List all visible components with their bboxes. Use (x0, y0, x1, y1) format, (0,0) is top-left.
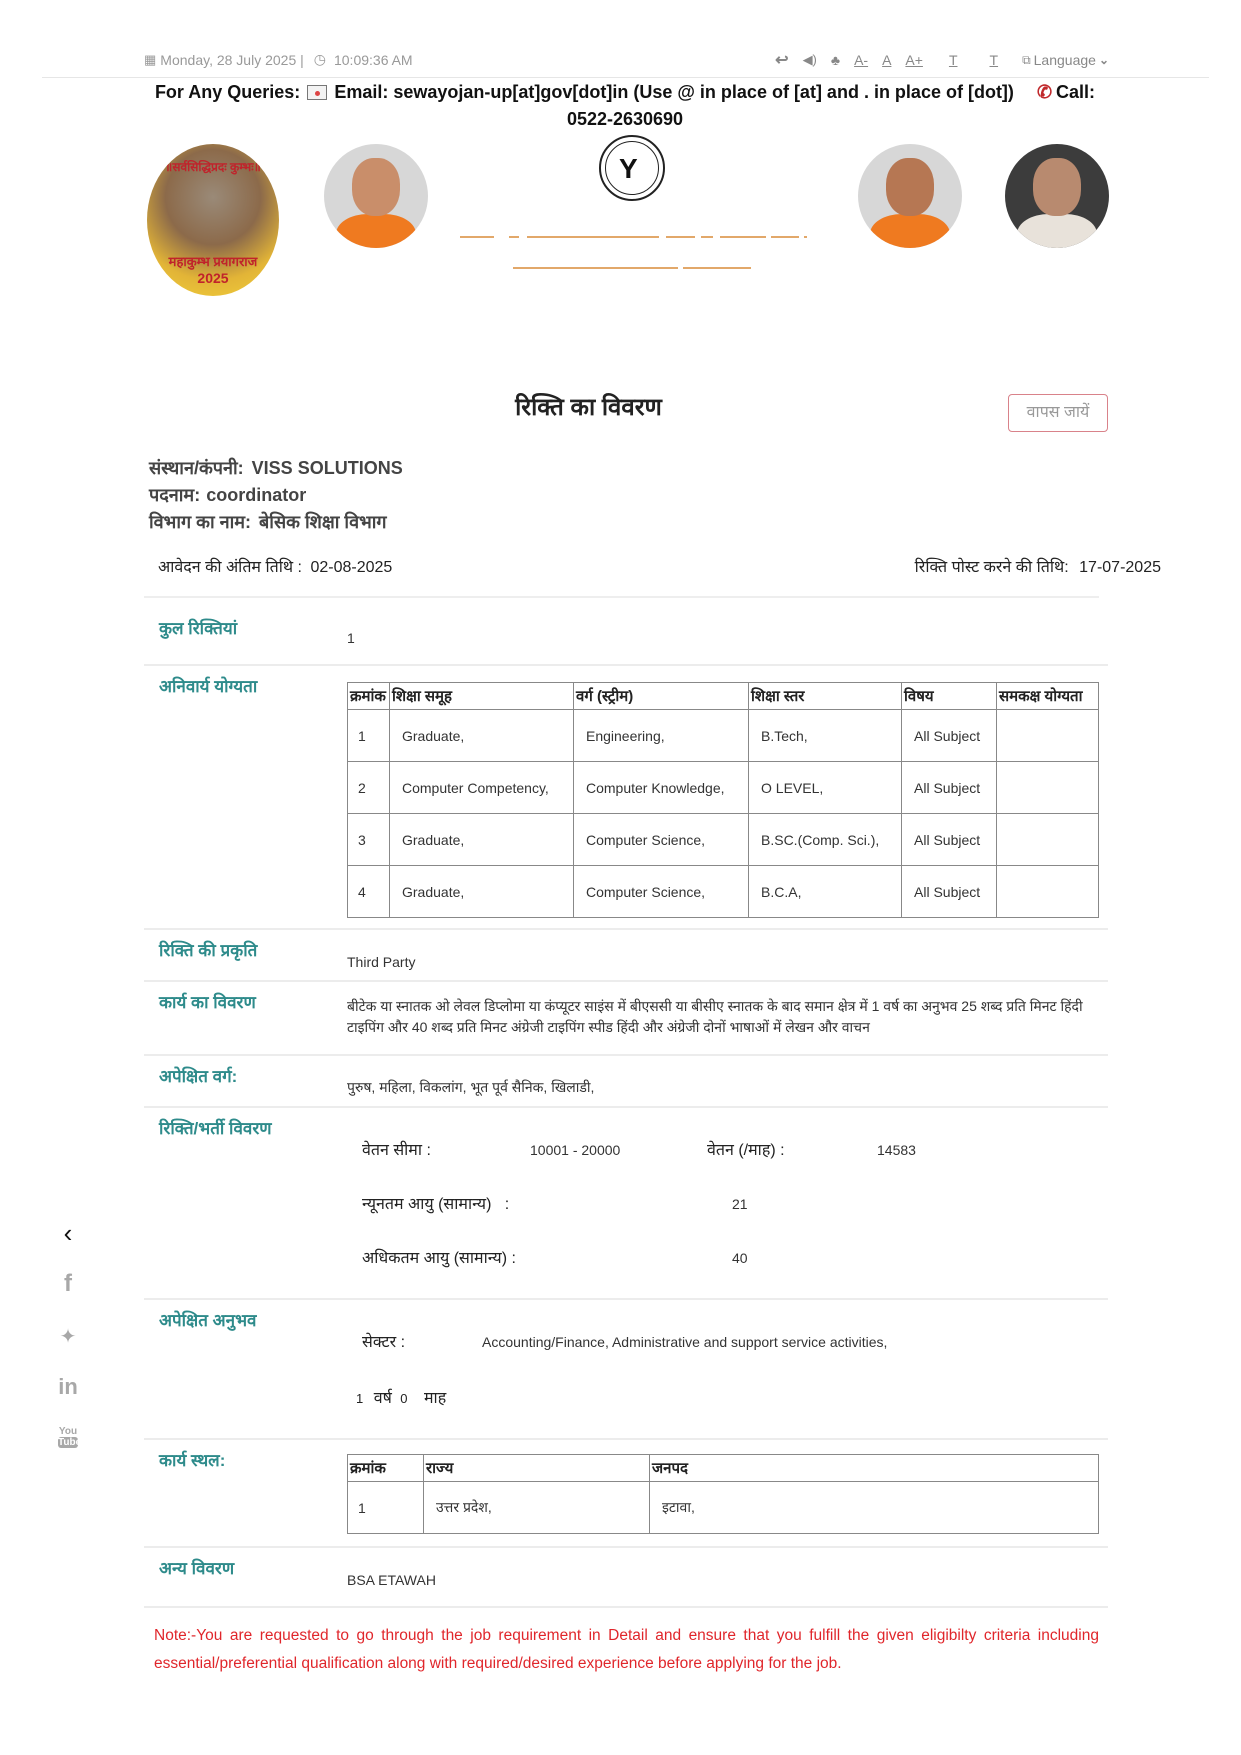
collapse-sidebar-button[interactable]: ‹ (63, 1218, 73, 1248)
posted-date-value: 17-07-2025 (1079, 559, 1161, 576)
col-subject: विषय (902, 683, 997, 710)
experience-years: 1 (356, 1391, 364, 1406)
table-header-row (348, 683, 1099, 710)
translate-icon: ⧉ (1022, 52, 1031, 67)
header-title-placeholder (720, 236, 766, 238)
section-job-description (144, 980, 1108, 1054)
years-label: वर्ष (373, 1390, 392, 1407)
photo-body (336, 214, 416, 248)
col-stream: वर्ग (स्ट्रीम) (574, 683, 749, 710)
back-icon[interactable]: ↩ (775, 52, 789, 69)
facebook-icon[interactable]: f (64, 1270, 72, 1297)
chief-minister-photo (324, 144, 428, 248)
section-label: अन्य विवरण (159, 1559, 235, 1578)
section-recruitment-details (144, 1106, 1108, 1298)
col-serial: क्रमांक (348, 1455, 424, 1482)
organization-info (149, 455, 403, 536)
linkedin-icon[interactable]: in (58, 1374, 78, 1399)
twitter-icon[interactable]: ✦ (59, 1326, 77, 1348)
cell: इटावा, (650, 1482, 1099, 1534)
youtube-bottom-text: Tube (58, 1437, 82, 1448)
table-row (348, 814, 1099, 866)
cell: Computer Competency, (390, 762, 574, 814)
col-district: जनपद (650, 1455, 1099, 1482)
cell: 1 (348, 710, 390, 762)
table-row (348, 1482, 1099, 1534)
header-title-placeholder (509, 236, 519, 238)
cell: Engineering, (574, 710, 749, 762)
cell: Computer Science, (574, 814, 749, 866)
cell: 2 (348, 762, 390, 814)
section-label: रिक्ति/भर्ती विवरण (159, 1119, 272, 1138)
page-title-text: रिक्ति का विवरण (515, 394, 662, 421)
language-dropdown[interactable] (1022, 52, 1109, 68)
other-details-value: BSA ETAWAH (347, 1572, 436, 1588)
call-label: Call: (1056, 82, 1096, 102)
department-value: बेसिक शिक्षा विभाग (259, 512, 387, 532)
table-row (348, 866, 1099, 918)
cell: Computer Knowledge, (574, 762, 749, 814)
photo-face (1033, 158, 1081, 216)
section-label: कुल रिक्तियां (159, 619, 238, 638)
kumbh-year: 2025 (197, 270, 229, 286)
contact-info (140, 79, 1110, 133)
cell: All Subject (902, 866, 997, 918)
phone-number: 0522-2630690 (566, 109, 684, 129)
mail-icon (307, 85, 327, 100)
cell: All Subject (902, 762, 997, 814)
cell: Computer Science, (574, 866, 749, 918)
col-serial: क्रमांक (348, 683, 390, 710)
theme-light-button[interactable]: T (948, 52, 958, 68)
section-label: कार्य स्थल: (159, 1451, 226, 1470)
cell: B.C.A, (749, 866, 902, 918)
language-label: Language (1033, 52, 1096, 68)
designation-label: पदनाम: (149, 485, 201, 505)
sitemap-icon[interactable]: ♣ (830, 52, 841, 68)
header-title-placeholder (804, 236, 807, 238)
youtube-icon[interactable] (52, 1426, 84, 1448)
cell: O LEVEL, (749, 762, 902, 814)
cell: उत्तर प्रदेश, (424, 1482, 650, 1534)
kumbh-title: महाकुम्भ प्रयागराज (168, 254, 258, 269)
current-date: Monday, 28 July 2025 | (160, 51, 304, 68)
cell: B.SC.(Comp. Sci.), (749, 814, 902, 866)
date-time (144, 51, 413, 68)
queries-label: For Any Queries: (154, 82, 301, 102)
posted-date-label: रिक्ति पोस्ट करने की तिथि: (914, 559, 1069, 576)
experience-duration (356, 1386, 446, 1408)
cell: 4 (348, 866, 390, 918)
sector-label: सेक्टर : (362, 1334, 406, 1351)
section-work-location (144, 1438, 1108, 1546)
salary-range-label: वेतन सीमा : (362, 1142, 431, 1159)
posted-date (915, 555, 1161, 577)
section-expected-category (144, 1054, 1108, 1106)
col-education-group: शिक्षा समूह (390, 683, 574, 710)
last-date-value: 02-08-2025 (310, 559, 393, 576)
section-label: अपेक्षित अनुभव (159, 1311, 257, 1330)
minister-photo (858, 144, 962, 248)
font-normal-button[interactable]: A (882, 52, 892, 68)
mahakumbh-logo (147, 144, 279, 296)
cell: 1 (348, 1482, 424, 1534)
up-government-emblem (599, 135, 665, 201)
col-state: राज्य (424, 1455, 650, 1482)
section-qualification (144, 664, 1108, 928)
table-row (348, 762, 1099, 814)
company-label: संस्थान/कंपनी: (149, 458, 244, 478)
col-equivalent: समकक्ष योग्यता (997, 683, 1099, 710)
cell: Graduate, (390, 710, 574, 762)
max-age-label: अधिकतम आयु (सामान्य) : (362, 1250, 516, 1267)
designation-value: coordinator (206, 485, 307, 505)
photo-body (1017, 214, 1097, 248)
salary-range-value: 10001 - 20000 (530, 1142, 621, 1158)
clock-icon: ◷ (313, 51, 326, 67)
location-table (347, 1454, 1099, 1534)
category-value: पुरुष, महिला, विकलांग, भूत पूर्व सैनिक, खिलाडी, (347, 1079, 595, 1095)
min-age-value: 21 (732, 1196, 748, 1212)
table-header-row (348, 1455, 1099, 1482)
cell (997, 866, 1099, 918)
salary-month-value: 14583 (877, 1142, 916, 1158)
minister-photo-2 (1005, 144, 1109, 248)
photo-face (352, 158, 400, 216)
font-decrease-button[interactable]: A- (854, 52, 869, 68)
top-bar (42, 44, 1209, 78)
cell: B.Tech, (749, 710, 902, 762)
header-title-placeholder (527, 236, 659, 238)
section-label: अपेक्षित वर्ग: (159, 1067, 238, 1086)
cell: Graduate, (390, 814, 574, 866)
col-education-level: शिक्षा स्तर (749, 683, 902, 710)
section-label: रिक्ति की प्रकृति (159, 941, 258, 960)
cell (997, 762, 1099, 814)
cell: Graduate, (390, 866, 574, 918)
cell (997, 814, 1099, 866)
emblem-symbol: Y (619, 153, 638, 184)
experience-months: 0 (400, 1391, 408, 1406)
email-text: Email: sewayojan-up[at]gov[dot]in (Use @ in place of [at] and . in place of [dot]) (334, 82, 1014, 102)
back-button[interactable]: वापस जायें (1008, 394, 1108, 432)
job-description-value: बीटेक या स्नातक ओ लेवल डिप्लोमा या कंप्यूटर साइंस में बीएससी या बीसीए स्नातक के बाद समान क्षेत्र में 1 वर्ष का अनुभव 25 शब्द प्रति मिनट हिंदी टाइपिंग और 40 शब्द प्रति मिनट अंग्रेजी टाइपिंग स्पीड हिंदी और अंग्रेजी दोनों भाषाओं में लेखन और वाचन (347, 998, 1083, 1035)
table-row (348, 710, 1099, 762)
youtube-top-text: You (58, 1426, 78, 1437)
qualification-table (347, 682, 1099, 918)
last-date-label: आवेदन की अंतिम तिथि : (158, 559, 302, 576)
chevron-down-icon: ⌄ (1098, 53, 1109, 67)
cell: All Subject (902, 814, 997, 866)
vacancy-nature-value: Third Party (347, 954, 416, 970)
salary-month-label: वेतन (/माह) : (707, 1142, 785, 1159)
max-age-value: 40 (732, 1250, 748, 1266)
cell: 3 (348, 814, 390, 866)
section-total-vacancies (144, 596, 1108, 664)
section-label: कार्य का विवरण (159, 993, 256, 1012)
cell: All Subject (902, 710, 997, 762)
header-title-placeholder (460, 236, 494, 238)
font-increase-button[interactable]: A+ (905, 52, 923, 68)
accessibility-toolbar (775, 50, 1109, 70)
photo-face (886, 158, 934, 216)
section-expected-experience (144, 1298, 1108, 1438)
header-subtitle-placeholder (513, 267, 678, 269)
kumbh-slogan: ॥सर्वसिद्धिप्रदः कुम्भः॥ (165, 160, 261, 174)
current-time: 10:09:36 AM (333, 51, 413, 68)
theme-dark-button[interactable]: T (989, 52, 999, 68)
section-other-details (144, 1546, 1108, 1606)
header-title-placeholder (701, 236, 713, 238)
cell (997, 710, 1099, 762)
divider (144, 1606, 1108, 1608)
department-label: विभाग का नाम: (149, 512, 252, 532)
phone-icon: ✆ (1036, 82, 1053, 102)
calendar-icon: ▦ (144, 51, 157, 67)
photo-body (870, 214, 950, 248)
months-label: माह (423, 1390, 447, 1407)
eligibility-note: Note:-You are requested to go through the job requirement in Detail and ensure that you fulfill the given eligibilty criteria including essential/preferential qualification along with required/desired experience before applying for the job. (154, 1627, 1099, 1672)
sector-value: Accounting/Finance, Administrative and support service activities, (482, 1334, 888, 1350)
header-title-placeholder (666, 236, 695, 238)
section-label: अनिवार्य योग्यता (159, 677, 258, 696)
header-title-placeholder (771, 236, 799, 238)
screen-reader-icon[interactable]: ◀) (802, 52, 817, 67)
min-age-label: न्यूनतम आयु (सामान्य) : (362, 1196, 510, 1213)
section-vacancy-nature (144, 928, 1108, 980)
header-subtitle-placeholder (683, 267, 751, 269)
last-date (158, 555, 392, 577)
company-name: VISS SOLUTIONS (251, 458, 403, 478)
total-vacancies-value: 1 (347, 630, 355, 646)
